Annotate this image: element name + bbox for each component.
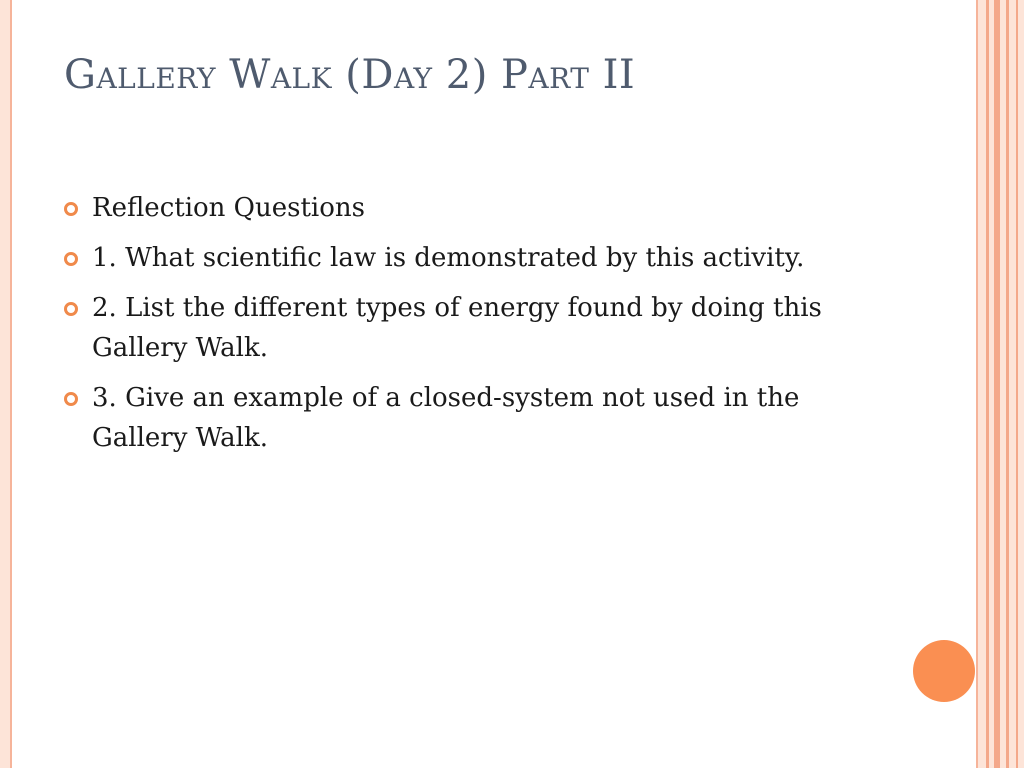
circle-bullet-icon	[64, 202, 78, 216]
stripe	[1016, 0, 1018, 768]
bullet-text: 1. What scientific law is demonstrated by this activity.	[92, 243, 805, 273]
circle-bullet-icon	[64, 392, 78, 406]
bullet-item	[62, 288, 892, 368]
bullet-text: 3. Give an example of a closed-system not used in the Gallery Walk.	[92, 383, 800, 453]
bullet-item	[62, 188, 892, 228]
decorative-circle	[913, 640, 975, 702]
stripe	[1006, 0, 1009, 768]
stripe	[994, 0, 1000, 768]
circle-bullet-icon	[64, 252, 78, 266]
bullet-item	[62, 238, 892, 278]
slide-title: Gallery Walk (Day 2) Part II	[64, 52, 636, 98]
bullet-item	[62, 378, 892, 458]
stripe	[986, 0, 989, 768]
decorative-stripes	[978, 0, 1024, 768]
circle-bullet-icon	[64, 302, 78, 316]
bullet-text: Reflection Questions	[92, 193, 365, 223]
bullet-text: 2. List the different types of energy found by doing this Gallery Walk.	[92, 293, 822, 363]
left-frame-strip	[0, 0, 10, 768]
bullet-list	[62, 188, 892, 468]
